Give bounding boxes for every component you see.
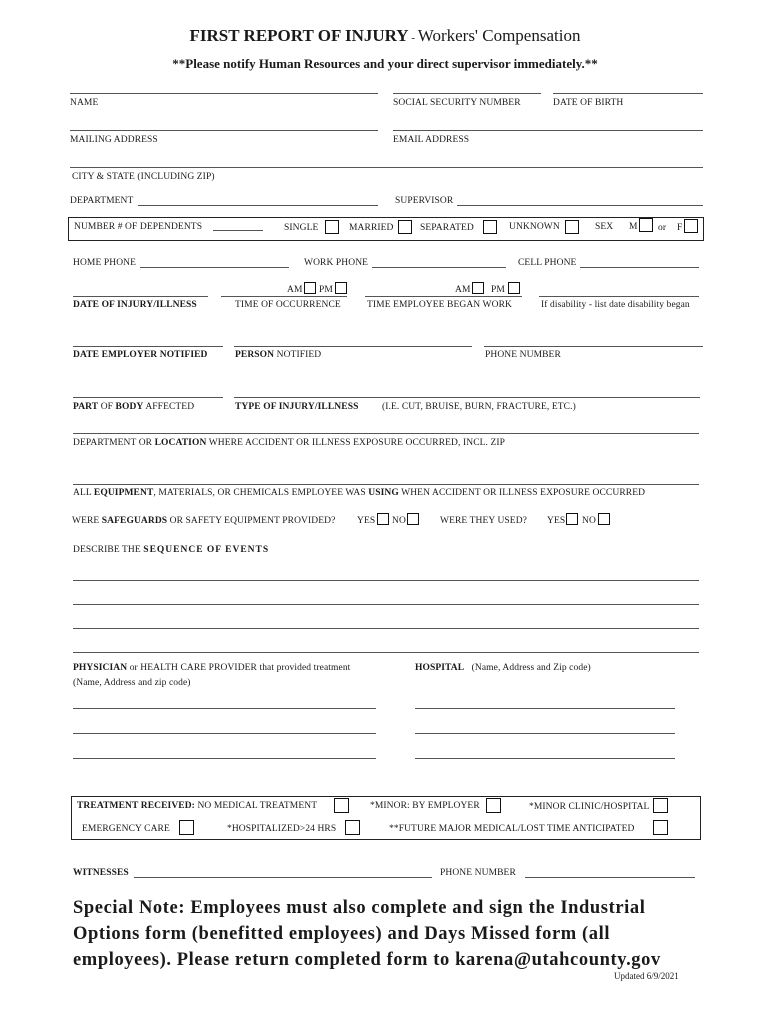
date-notified-line[interactable] (73, 346, 223, 347)
disability-date-label: If disability - list date disability began (541, 300, 690, 310)
dependents-label: NUMBER # OF DEPENDENTS (74, 222, 203, 232)
time-began-pm-checkbox[interactable] (508, 282, 520, 294)
date-injury-label: DATE OF INJURY/ILLNESS (73, 300, 197, 310)
name-line[interactable] (70, 93, 378, 94)
time-occurrence-line[interactable] (221, 296, 347, 297)
person-notified-bold: PERSON (235, 350, 275, 360)
location-bold: LOCATION (154, 438, 207, 448)
location-label (73, 438, 505, 448)
sequence-text-a: DESCRIBE THE (73, 545, 144, 555)
person-notified-line[interactable] (234, 346, 472, 347)
used-yes-checkbox[interactable] (566, 513, 578, 525)
treatment-received-label (77, 801, 317, 811)
sex-or-label: or (658, 223, 667, 233)
sequence-bold: SEQUENCE OF EVENTS (143, 545, 270, 555)
time-occurrence-label: TIME OF OCCURRENCE (235, 300, 341, 310)
safeguards-no-checkbox[interactable] (407, 513, 419, 525)
equipment-text-a: ALL (73, 488, 94, 498)
home-phone-line[interactable] (140, 267, 289, 268)
form-title-sub: Workers' Compensation (417, 26, 581, 45)
witness-phone-line[interactable] (525, 877, 695, 878)
treatment-received-bold: TREATMENT RECEIVED: (77, 801, 195, 811)
special-note-line-3: employees). Please return completed form to karena@utahcounty.gov (73, 950, 661, 970)
form-title (0, 26, 770, 46)
physician-line-3[interactable] (73, 758, 376, 759)
sequence-line-1[interactable] (73, 580, 699, 581)
future-major-checkbox[interactable] (653, 820, 668, 835)
email-address-label: EMAIL ADDRESS (393, 135, 470, 145)
body-part-text-1: OF (98, 402, 116, 412)
hospital-line-2[interactable] (415, 733, 675, 734)
mailing-address-label: MAILING ADDRESS (70, 135, 158, 145)
hospital-line-1[interactable] (415, 708, 675, 709)
safeguards-text-a: WERE (72, 516, 102, 526)
special-note-line-1: Special Note: Employees must also complete and sign the Industrial (73, 898, 646, 918)
equipment-bold-d: USING (368, 488, 399, 498)
title-separator: - (408, 32, 418, 44)
supervisor-line[interactable] (457, 205, 703, 206)
physician-line-2[interactable] (73, 733, 376, 734)
used-no-checkbox[interactable] (598, 513, 610, 525)
sex-f-checkbox[interactable] (684, 219, 698, 233)
name-label: NAME (70, 98, 99, 108)
person-notified-rest: NOTIFIED (274, 350, 322, 360)
home-phone-label: HOME PHONE (73, 258, 137, 268)
physician-line-1[interactable] (73, 708, 376, 709)
safeguards-label (72, 516, 335, 526)
sex-f-label: F (677, 223, 683, 233)
ssn-line[interactable] (393, 93, 541, 94)
hospital-label (415, 663, 591, 673)
department-line[interactable] (138, 205, 378, 206)
dob-label: DATE OF BIRTH (553, 98, 624, 108)
body-part-bold-1: PART (73, 402, 99, 412)
equipment-label (73, 488, 645, 498)
date-notified-label: DATE EMPLOYER NOTIFIED (73, 350, 208, 360)
hospital-bold: HOSPITAL (415, 663, 465, 673)
used-yes-label: YES (547, 516, 566, 526)
time-began-am-label: AM (455, 285, 471, 295)
future-major-label: **FUTURE MAJOR MEDICAL/LOST TIME ANTICIPATED (389, 824, 635, 834)
cell-phone-line[interactable] (580, 267, 699, 268)
hospitalized-label: *HOSPITALIZED>24 HRS (227, 824, 337, 834)
body-part-bold-2: BODY (115, 402, 144, 412)
unknown-label: UNKNOWN (509, 222, 560, 232)
work-phone-label: WORK PHONE (304, 258, 369, 268)
unknown-checkbox[interactable] (565, 220, 579, 234)
body-part-line[interactable] (73, 397, 223, 398)
form-title-main: FIRST REPORT OF INJURY (189, 26, 409, 45)
sequence-line-2[interactable] (73, 604, 699, 605)
cell-phone-label: CELL PHONE (518, 258, 577, 268)
sex-label: SEX (595, 222, 614, 232)
time-occ-pm-label: PM (319, 285, 333, 295)
physician-sublabel: (Name, Address and zip code) (73, 678, 191, 688)
single-label: SINGLE (284, 223, 319, 233)
date-injury-line[interactable] (73, 296, 208, 297)
equipment-bold-b: EQUIPMENT (93, 488, 154, 498)
minor-employer-label: *MINOR: BY EMPLOYER (370, 801, 480, 811)
safeguards-yes-checkbox[interactable] (377, 513, 389, 525)
equipment-text-e: WHEN ACCIDENT OR ILLNESS EXPOSURE OCCURRED (398, 488, 646, 498)
injury-type-line[interactable] (234, 397, 700, 398)
city-state-line[interactable] (70, 167, 703, 168)
injury-type-label: TYPE OF INJURY/ILLNESS (235, 402, 359, 412)
time-began-label: TIME EMPLOYEE BEGAN WORK (367, 300, 512, 310)
safeguards-yes-label: YES (357, 516, 376, 526)
were-used-label: WERE THEY USED? (440, 516, 527, 526)
notified-phone-label: PHONE NUMBER (485, 350, 561, 360)
work-phone-line[interactable] (372, 267, 506, 268)
body-part-text-2: AFFECTED (143, 402, 195, 412)
emergency-care-checkbox[interactable] (179, 820, 194, 835)
sequence-line-3[interactable] (73, 628, 699, 629)
no-medical-label: NO MEDICAL TREATMENT (197, 801, 318, 811)
hospitalized-checkbox[interactable] (345, 820, 360, 835)
minor-clinic-checkbox[interactable] (653, 798, 668, 813)
sequence-line-4[interactable] (73, 652, 699, 653)
hospital-text: (Name, Address and Zip code) (471, 663, 591, 673)
notify-notice: **Please notify Human Resources and your direct supervisor immediately.** (172, 56, 598, 71)
equipment-line[interactable] (73, 484, 699, 485)
mailing-address-line[interactable] (70, 130, 378, 131)
injury-type-examples: (I.E. CUT, BRUISE, BURN, FRACTURE, ETC.) (382, 402, 576, 412)
separated-checkbox[interactable] (483, 220, 497, 234)
witnesses-label: WITNESSES (73, 868, 129, 878)
minor-clinic-label: *MINOR CLINIC/HOSPITAL (529, 802, 650, 812)
physician-text: or HEALTH CARE PROVIDER that provided treatment (127, 663, 351, 673)
equipment-text-c: , MATERIALS, OR CHEMICALS EMPLOYEE WAS (153, 488, 369, 498)
time-occ-am-checkbox[interactable] (304, 282, 316, 294)
separated-label: SEPARATED (420, 223, 474, 233)
sex-m-label: M (629, 222, 638, 232)
married-checkbox[interactable] (398, 220, 412, 234)
sequence-label (73, 545, 269, 555)
special-note-line-2: Options form (benefitted employees) and Days Missed form (all (73, 924, 611, 944)
disability-date-line[interactable] (539, 296, 699, 297)
time-began-am-checkbox[interactable] (472, 282, 484, 294)
dependents-line[interactable] (213, 230, 263, 231)
used-no-label: NO (582, 516, 596, 526)
location-text-c: WHERE ACCIDENT OR ILLNESS EXPOSURE OCCURRED, INCL. ZIP (206, 438, 506, 448)
email-address-line[interactable] (393, 130, 703, 131)
sex-m-checkbox[interactable] (639, 218, 653, 232)
person-notified-label (235, 350, 321, 360)
department-label: DEPARTMENT (70, 196, 134, 206)
married-label: MARRIED (349, 223, 394, 233)
notified-phone-line[interactable] (484, 346, 703, 347)
city-state-label: CITY & STATE (INCLUDING ZIP) (72, 172, 215, 182)
safeguards-no-label: NO (392, 516, 406, 526)
ssn-label: SOCIAL SECURITY NUMBER (393, 98, 521, 108)
safeguards-bold: SAFEGUARDS (101, 516, 168, 526)
supervisor-label: SUPERVISOR (395, 196, 454, 206)
updated-date: Updated 6/9/2021 (614, 971, 679, 981)
emergency-care-label: EMERGENCY CARE (82, 824, 170, 834)
physician-label (73, 663, 350, 673)
body-part-label (73, 402, 194, 412)
time-occ-pm-checkbox[interactable] (335, 282, 347, 294)
single-checkbox[interactable] (325, 220, 339, 234)
location-text-a: DEPARTMENT OR (73, 438, 155, 448)
time-occ-am-label: AM (287, 285, 303, 295)
time-began-line[interactable] (365, 296, 522, 297)
safeguards-text-c: OR SAFETY EQUIPMENT PROVIDED? (167, 516, 336, 526)
witnesses-line[interactable] (134, 877, 432, 878)
hospital-line-3[interactable] (415, 758, 675, 759)
dob-line[interactable] (553, 93, 703, 94)
physician-bold: PHYSICIAN (73, 663, 128, 673)
witness-phone-label: PHONE NUMBER (440, 868, 516, 878)
time-began-pm-label: PM (491, 285, 505, 295)
location-line[interactable] (73, 433, 699, 434)
no-medical-checkbox[interactable] (334, 798, 349, 813)
minor-employer-checkbox[interactable] (486, 798, 501, 813)
